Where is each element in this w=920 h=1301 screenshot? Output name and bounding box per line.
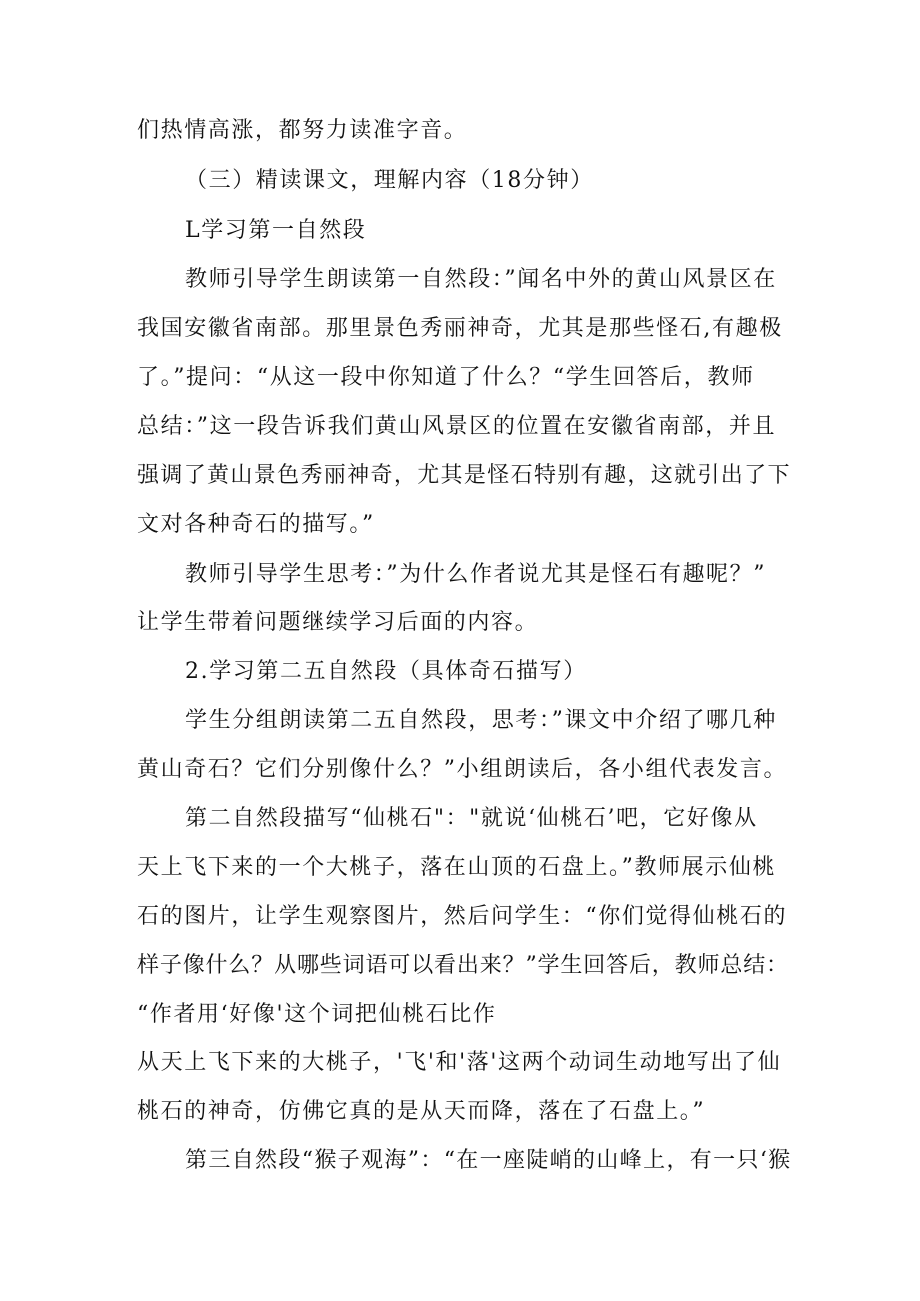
text-line: 们热情高涨，都努力读准字音。 [137,118,468,143]
text-line: 强调了黄山景色秀丽神奇，尤其是怪石特别有趣，这就引出了下 [137,463,791,488]
text-line: 学生分组朗读第二五自然段，思考：”课文中介绍了哪几种 [185,708,777,733]
text-line: 让学生带着问题继续学习后面的内容。 [137,610,539,635]
subsection-heading: 2.学习第二五自然段（具体奇石描写） [185,659,587,684]
text-line: 教师引导学生朗读第一自然段：”闻名中外的黄山风景区在 [185,267,777,292]
text-line: 我国安徽省南部。那里景色秀丽神奇，尤其是那些怪石,有趣极 [137,316,783,341]
text-line: 文对各种奇石的描写。” [137,512,375,537]
text-line: “作者用‘好像'这个词把仙桃石比作 [137,1002,497,1027]
text-line: 了。”提问：“从这一段中你知道了什么？“学生回答后，教师 [137,365,755,390]
text-line: 桃石的神奇，仿佛它真的是从天而降，落在了石盘上。” [137,1099,706,1124]
text-line: 黄山奇石？它们分别像什么？”小组朗读后，各小组代表发言。 [137,757,788,782]
text-line: 总结：”这一段告诉我们黄山风景区的位置在安徽省南部，并且 [137,414,777,439]
text-line: 第二自然段描写“仙桃石"："就说‘仙桃石’吧，它好像从 [185,806,758,831]
text-line: 样子像什么？从哪些词语可以看出来？”学生回答后，教师总结： [137,953,789,978]
subsection-heading: L学习第一自然段 [185,218,367,243]
text-line: 第三自然段“猴子观海”：“在一座陡峭的山峰上，有一只‘猴 [185,1148,792,1173]
text-line: 石的图片，让学生观察图片，然后问学生：“你们觉得仙桃石的 [137,904,788,929]
text-line: 从天上飞下来的大桃子，'飞'和'落'这两个动词生动地写出了仙 [137,1050,782,1075]
section-heading: （三）精读课文，理解内容（18分钟） [185,168,594,193]
text-line: 教师引导学生思考：”为什么作者说尤其是怪石有趣呢？” [185,562,767,587]
text-line: 天上飞下来的一个大桃子，落在山顶的石盘上。”教师展示仙桃 [137,855,777,880]
